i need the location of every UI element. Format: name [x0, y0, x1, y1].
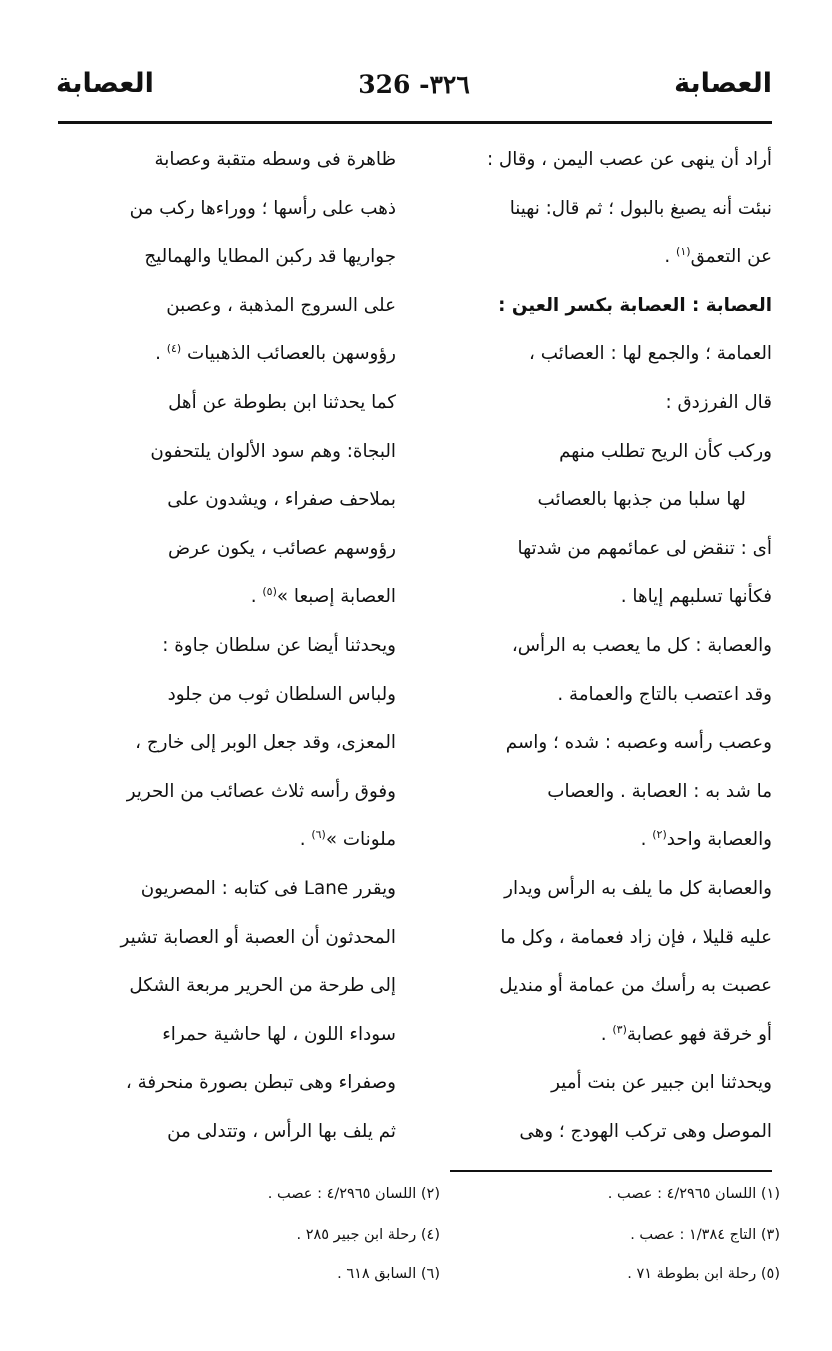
text-line: ذهب على رأسها ؛ ووراءها ركب من	[129, 197, 396, 219]
text-line: والعصابة كل ما يلف به الرأس ويدار	[504, 877, 772, 899]
footnote: (٥) رحلة ابن بطوطة ٧١ .	[627, 1266, 780, 1282]
page-header	[56, 62, 772, 114]
text-line: نبئت أنه يصبغ بالبول ؛ ثم قال: نهينا	[509, 197, 772, 219]
text-line: إلى طرحة من الحرير مربعة الشكل	[129, 975, 396, 997]
text-line: والعصابة : كل ما يعصب به الرأس،	[511, 634, 772, 656]
verse-line: لها سلبا من جذبها بالعصائب	[537, 489, 746, 511]
text-line: رؤوسهم عصائب ، يكون عرض	[167, 537, 396, 559]
text-line: الموصل وهى تركب الهودج ؛ وهى	[519, 1120, 772, 1142]
footnote-ref: (٤)	[166, 342, 182, 356]
footnote: (٦) السابق ٦١٨ .	[337, 1266, 440, 1282]
text-line: أى : تنقض لى عمائمهم من شدتها	[517, 537, 772, 559]
right-column	[436, 136, 772, 1156]
text-line: ويقرر Lane فى كتابه : المصريون	[140, 877, 396, 899]
footnote-ref: (٣)	[612, 1022, 627, 1036]
footnote-ref: (٥)	[262, 585, 277, 599]
text-line: رؤوسهن بالعصائب الذهبيات $^{(٤)}$ .	[155, 342, 396, 365]
text-line: أو خرقة فهو عصابة$^{(٣)}$ .	[600, 1022, 772, 1045]
footnote-ref: (١)	[676, 245, 691, 259]
running-title-left: العصابة	[56, 68, 154, 99]
text-line: العمامة ؛ والجمع لها : العصائب ،	[528, 343, 772, 365]
text-line: جواريها قد ركبن المطايا والهماليج	[144, 246, 396, 268]
text-line: وقد اعتصب بالتاج والعمامة .	[557, 683, 772, 705]
text-line: أراد أن ينهى عن عصب اليمن ، وقال :	[486, 149, 772, 170]
text-line: العصابة : العصابة بكسر العين :	[498, 294, 772, 316]
text-line: عصبت به رأسك من عمامة أو منديل	[499, 975, 772, 997]
footnote: (١) اللسان ٤/٢٩٦٥ : عصب .	[607, 1186, 780, 1202]
text-line: ويحدثنا أيضا عن سلطان جاوة :	[162, 634, 396, 656]
text-line: والعصابة واحد$^{(٢)}$ .	[640, 828, 772, 851]
text-line: ويحدثنا ابن جبير عن بنت أمير	[551, 1072, 772, 1094]
verse-line: وركب كأن الريح تطلب منهم	[559, 440, 772, 462]
footnote: (٢) اللسان ٤/٢٩٦٥ : عصب .	[267, 1186, 440, 1202]
footnote-ref: (٦)	[311, 828, 326, 842]
text-line: عليه قليلا ، فإن زاد فعمامة ، وكل ما	[500, 926, 772, 948]
text-line: وفوق رأسه ثلاث عصائب من الحرير	[126, 780, 396, 802]
text-line: على السروج المذهبة ، وعصبن	[166, 294, 396, 316]
text-line: العصابة إصبعا »$^{(٥)}$ .	[250, 585, 396, 608]
text-line: قال الفرزدق :	[665, 391, 772, 413]
left-column	[60, 136, 396, 1156]
text-line: وصفراء وهى تبطن بصورة منحرفة ،	[125, 1072, 396, 1094]
text-line: ظاهرة فى وسطه متقبة وعصابة	[154, 149, 396, 170]
running-title-right: العصابة	[674, 68, 772, 99]
page-number: 326 -٣٢٦	[358, 70, 470, 99]
text-line: ما شد به : العصابة . والعصاب	[547, 780, 772, 802]
text-line: ولباس السلطان ثوب من جلود	[167, 683, 396, 705]
footnote-ref: (٢)	[652, 828, 667, 842]
text-line: وعصب رأسه وعصبه : شده ؛ واسم	[505, 732, 772, 754]
text-line: سوداء اللون ، لها حاشية حمراء	[162, 1023, 396, 1045]
text-line: المعزى، وقد جعل الوبر إلى خارج ،	[135, 732, 396, 754]
header-rule	[58, 121, 772, 124]
footnote-rule	[450, 1170, 772, 1172]
text-line: عن التعمق$^{(١)}$ .	[664, 245, 772, 268]
footnote: (٤) رحلة ابن جبير ٢٨٥ .	[296, 1227, 440, 1243]
text-line: بملاحف صفراء ، ويشدون على	[167, 489, 396, 511]
text-line: البجاة: وهم سود الألوان يلتحفون	[150, 440, 396, 462]
text-line: كما يحدثنا ابن بطوطة عن أهل	[168, 391, 396, 413]
text-line: المحدثون أن العصبة أو العصابة تشير	[120, 926, 396, 948]
text-line: ملونات »$^{(٦)}$ .	[299, 828, 396, 851]
text-line: ثم يلف بها الرأس ، وتتدلى من	[167, 1120, 396, 1142]
footnote: (٣) التاج ١/٣٨٤ : عصب .	[630, 1227, 780, 1243]
text-line: فكأنها تسلبهم إياها .	[620, 586, 772, 608]
